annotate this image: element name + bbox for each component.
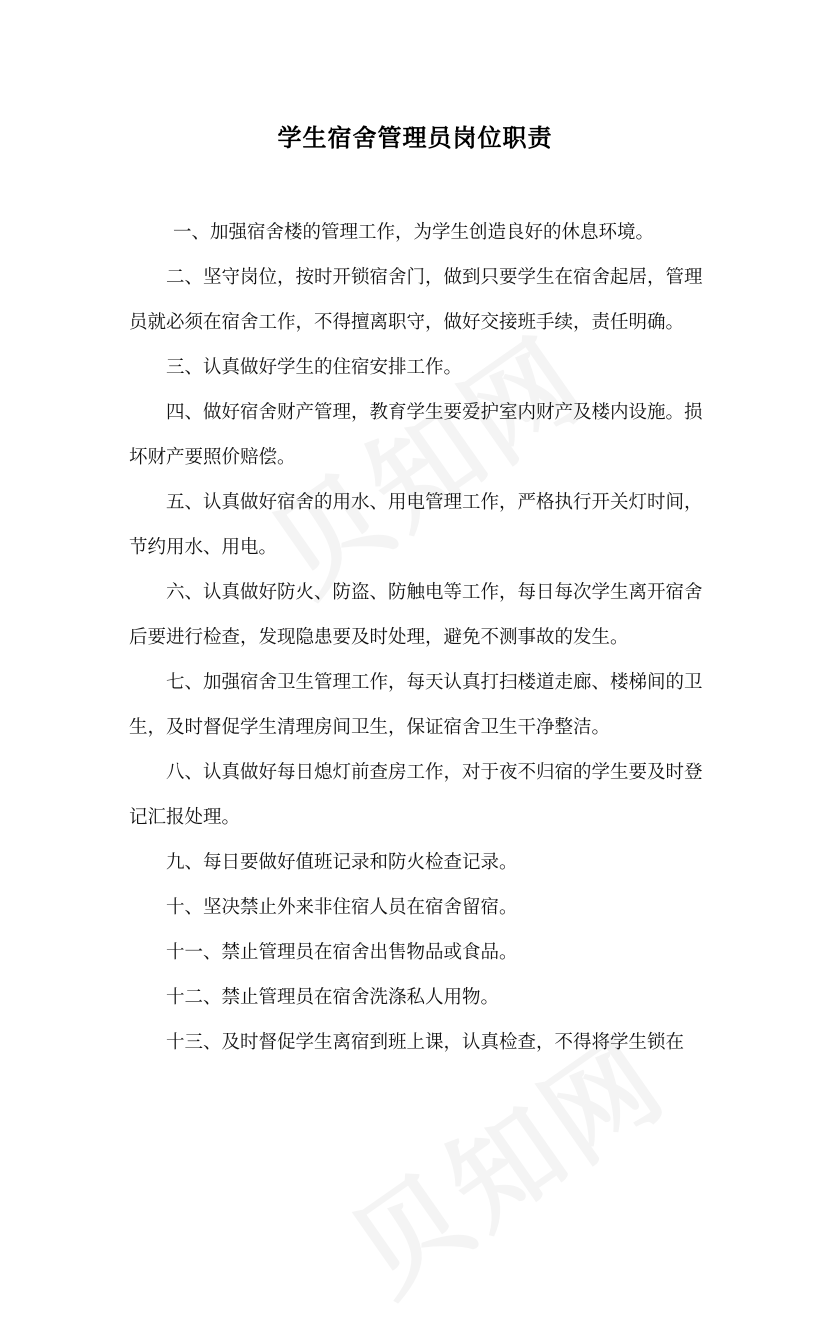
paragraph-12: 十二、禁止管理员在宿舍洗涤私人用物。 bbox=[166, 987, 500, 1008]
paragraph-2: 二、坚守岗位，按时开锁宿舍门，做到只要学生在宿舍起居，管理员就必须在宿舍工作，不得擅离职守，做好交接班手续，责任明确。 bbox=[129, 267, 703, 333]
paragraph-10: 十、坚决禁止外来非住宿人员在宿舍留宿。 bbox=[166, 897, 518, 918]
paragraph-6: 六、认真做好防火、防盗、防触电等工作，每日每次学生离开宿舍后要进行检查，发现隐患要及时处理，避免不测事故的发生。 bbox=[129, 582, 703, 648]
paragraph-11: 十一、禁止管理员在宿舍出售物品或食品。 bbox=[166, 942, 518, 963]
paragraph-4: 四、做好宿舍财产管理，教育学生要爱护室内财产及楼内设施。损坏财产要照价赔偿。 bbox=[129, 402, 703, 468]
document-body bbox=[129, 210, 714, 1065]
paragraph-1: 一、加强宿舍楼的管理工作，为学生创造良好的休息环境。 bbox=[173, 222, 655, 243]
paragraph-3: 三、认真做好学生的住宿安排工作。 bbox=[166, 357, 463, 378]
paragraph-13: 十三、及时督促学生离宿到班上课，认真检查，不得将学生锁在 bbox=[166, 1032, 685, 1053]
paragraph-9: 九、每日要做好值班记录和防火检查记录。 bbox=[166, 852, 518, 873]
paragraph-8: 八、认真做好每日熄灯前查房工作，对于夜不归宿的学生要及时登记汇报处理。 bbox=[129, 762, 703, 828]
paragraph-5: 五、认真做好宿舍的用水、用电管理工作，严格执行开关灯时间，节约用水、用电。 bbox=[129, 492, 703, 558]
page-title: 学生宿舍管理员岗位职责 bbox=[277, 124, 553, 152]
paragraph-7: 七、加强宿舍卫生管理工作，每天认真打扫楼道走廊、楼梯间的卫生，及时督促学生清理房间卫生，保证宿舍卫生干净整洁。 bbox=[129, 672, 703, 738]
